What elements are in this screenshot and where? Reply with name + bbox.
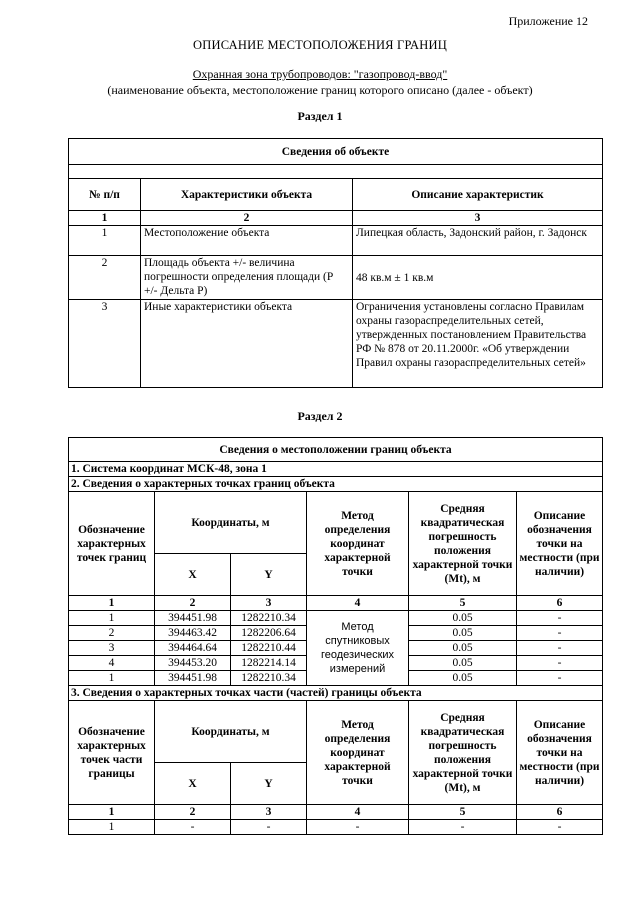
col-header-num: № п/п: [69, 179, 141, 211]
header-x: X: [155, 554, 231, 596]
parts-header-point: Обозначение характерных точек части границы: [69, 701, 155, 805]
col-number: 5: [409, 805, 517, 820]
point-mt: 0.05: [409, 641, 517, 656]
section1-label: Раздел 1: [297, 109, 343, 123]
section2-label: Раздел 2: [297, 409, 343, 423]
row-description: 48 кв.м ± 1 кв.м: [353, 256, 603, 300]
col-number: 3: [231, 805, 307, 820]
row-characteristic: Иные характеристики объекта: [141, 300, 353, 388]
points-title: 2. Сведения о характерных точках границ объекта: [69, 477, 603, 492]
point-x: 394451.98: [155, 671, 231, 686]
parts-header-y: Y: [231, 763, 307, 805]
header-accuracy: Средняя квадратическая погрешность положения характерной точки (Mt), м: [409, 492, 517, 596]
point-y: 1282210.44: [231, 641, 307, 656]
part-point-desc: -: [517, 820, 603, 835]
col-number: 4: [307, 596, 409, 611]
point-x: 394451.98: [155, 611, 231, 626]
point-y: 1282206.64: [231, 626, 307, 641]
col-header-characteristic: Характеристики объекта: [141, 179, 353, 211]
point-desc: -: [517, 611, 603, 626]
point-y: 1282214.14: [231, 656, 307, 671]
parts-title: 3. Сведения о характерных точках части (частей) границы объекта: [69, 686, 603, 701]
table-row: [69, 611, 603, 626]
col-number: 6: [517, 596, 603, 611]
point-id: 2: [69, 626, 155, 641]
point-x: 394453.20: [155, 656, 231, 671]
header-method: Метод определения координат характерной точки: [307, 492, 409, 596]
col-number: 3: [353, 211, 603, 226]
table-row: [69, 820, 603, 835]
col-number: 1: [69, 211, 141, 226]
object-info-table: [68, 138, 603, 388]
col-number: 3: [231, 596, 307, 611]
parts-header-accuracy: Средняя квадратическая погрешность положения характерной точки (Mt), м: [409, 701, 517, 805]
col-number: 1: [69, 596, 155, 611]
point-desc: -: [517, 656, 603, 671]
parts-header-x: X: [155, 763, 231, 805]
col-number: 5: [409, 596, 517, 611]
point-x: 394464.64: [155, 641, 231, 656]
row-num: 2: [69, 256, 141, 300]
col-number: 2: [141, 211, 353, 226]
header-coords: Координаты, м: [155, 492, 307, 554]
parts-header-coords: Координаты, м: [155, 701, 307, 763]
point-mt: 0.05: [409, 671, 517, 686]
part-point-mt: -: [409, 820, 517, 835]
row-description: Ограничения установлены согласно Правилам охраны газораспределительных сетей, утвержденных постановлением Правительства РФ № 878 от 20.11.2000г. «Об утверждении Правил охраны газораспределительных сетей»: [353, 300, 603, 388]
point-id: 3: [69, 641, 155, 656]
col-number: 4: [307, 805, 409, 820]
parts-header-method: Метод определения координат характерной точки: [307, 701, 409, 805]
row-characteristic: Местоположение объекта: [141, 226, 353, 256]
boundary-table-title: Сведения о местоположении границ объекта: [69, 438, 603, 462]
boundary-table: [68, 437, 603, 835]
appendix-label: Приложение 12: [508, 14, 588, 28]
point-y: 1282210.34: [231, 671, 307, 686]
point-y: 1282210.34: [231, 611, 307, 626]
parts-header-desc: Описание обозначения точки на местности (при наличии): [517, 701, 603, 805]
object-info-title: Сведения об объекте: [69, 139, 603, 165]
object-note: (наименование объекта, местоположение границ которого описано (далее - объект): [107, 83, 533, 97]
table-row: [69, 256, 603, 300]
row-num: 3: [69, 300, 141, 388]
object-name: Охранная зона трубопроводов: "газопровод-ввод": [192, 67, 448, 81]
point-mt: 0.05: [409, 611, 517, 626]
point-desc: -: [517, 671, 603, 686]
part-point-id: 1: [69, 820, 155, 835]
point-desc: -: [517, 641, 603, 656]
col-header-description: Описание характеристик: [353, 179, 603, 211]
document-title: ОПИСАНИЕ МЕСТОПОЛОЖЕНИЯ ГРАНИЦ: [193, 38, 447, 52]
header-point: Обозначение характерных точек границ: [69, 492, 155, 596]
point-id: 4: [69, 656, 155, 671]
col-number: 6: [517, 805, 603, 820]
point-mt: 0.05: [409, 626, 517, 641]
table-row: [69, 300, 603, 388]
spacer-row: [69, 165, 603, 179]
row-description: Липецкая область, Задонский район, г. Задонск: [353, 226, 603, 256]
point-id: 1: [69, 611, 155, 626]
part-point-method: -: [307, 820, 409, 835]
col-number: 2: [155, 805, 231, 820]
part-point-x: -: [155, 820, 231, 835]
coord-system: 1. Система координат МСК-48, зона 1: [69, 462, 603, 477]
point-desc: -: [517, 626, 603, 641]
table-row: [69, 226, 603, 256]
row-characteristic: Площадь объекта +/- величина погрешности определения площади (Р +/- Дельта Р): [141, 256, 353, 300]
row-num: 1: [69, 226, 141, 256]
point-method: Метод спутниковых геодезических измерений: [307, 611, 409, 686]
header-desc: Описание обозначения точки на местности (при наличии): [517, 492, 603, 596]
header-y: Y: [231, 554, 307, 596]
point-mt: 0.05: [409, 656, 517, 671]
part-point-y: -: [231, 820, 307, 835]
col-number: 2: [155, 596, 231, 611]
col-number: 1: [69, 805, 155, 820]
point-x: 394463.42: [155, 626, 231, 641]
point-id: 1: [69, 671, 155, 686]
